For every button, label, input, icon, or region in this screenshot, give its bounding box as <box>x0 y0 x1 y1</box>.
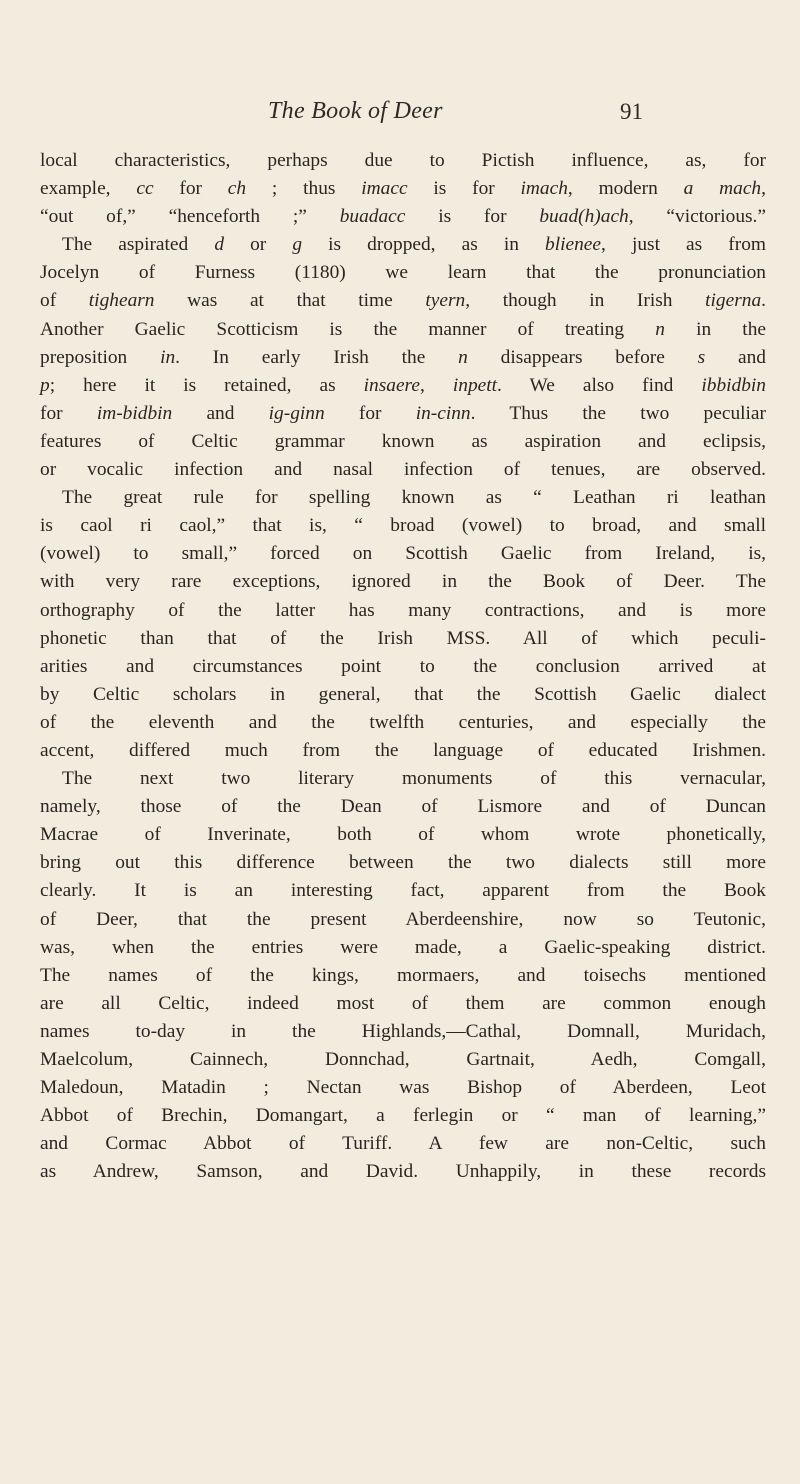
italic-term: imach <box>520 178 568 200</box>
text-line <box>40 400 766 428</box>
body-text <box>40 147 766 1186</box>
text-line <box>40 962 766 990</box>
text-line <box>40 316 766 344</box>
text-run: , just as from <box>601 234 766 256</box>
text-run: Abbot of Brechin, Domangart, a ferlegin or “ man of learning,” <box>40 1105 766 1127</box>
text-line <box>40 821 766 849</box>
text-run: is for <box>405 206 540 228</box>
text-run: The names of the kings, mormaers, and toisechs mentioned <box>40 964 766 986</box>
text-line <box>40 849 766 877</box>
text-line <box>40 1018 766 1046</box>
text-run: was at that time <box>154 290 426 312</box>
text-line <box>40 344 766 372</box>
text-run: The aspirated <box>62 234 215 256</box>
italic-term: p <box>40 374 50 396</box>
text-line <box>40 175 766 203</box>
italic-term: tigerna <box>705 290 762 312</box>
text-run: . Thus the two peculiar <box>470 402 766 424</box>
text-run: phonetic than that of the Irish MSS. All of which peculi- <box>40 627 766 649</box>
text-run: example, <box>40 178 137 200</box>
text-line <box>40 568 766 596</box>
text-run: , though in Irish <box>465 290 706 312</box>
text-run: , “victorious.” <box>628 206 767 228</box>
text-run: or <box>224 234 293 256</box>
italic-term: inpett <box>452 374 498 396</box>
text-run: Maledoun, Matadin ; Nectan was Bishop of Aberdeen, Leot <box>40 1077 766 1099</box>
text-run: , <box>420 374 453 396</box>
italic-term: in-cinn <box>415 402 471 424</box>
text-run: are all Celtic, indeed most of them are common enough <box>40 992 766 1014</box>
italic-term: tyern <box>425 290 466 312</box>
running-head <box>0 98 800 134</box>
text-run: . In early Irish the <box>175 346 459 368</box>
text-line <box>40 1102 766 1130</box>
text-run: in the <box>664 318 766 340</box>
italic-term: tighearn <box>88 290 155 312</box>
text-line <box>40 428 766 456</box>
italic-term: n <box>458 346 468 368</box>
text-line <box>40 877 766 905</box>
text-run: preposition <box>40 346 161 368</box>
text-run: clearly. It is an interesting fact, apparent from the Book <box>40 880 766 902</box>
text-line <box>40 372 766 400</box>
text-run: and <box>172 402 269 424</box>
italic-term: blienee <box>545 234 602 256</box>
text-run: Maelcolum, Cainnech, Donnchad, Gartnait, Aedh, Comgall, <box>40 1049 766 1070</box>
text-run: and <box>705 346 766 368</box>
text-run: orthography of the latter has many contractions, and is more <box>40 599 766 621</box>
text-line <box>40 681 766 709</box>
text-run: for <box>153 178 228 200</box>
text-line <box>40 456 766 484</box>
text-line <box>40 1158 766 1186</box>
text-line <box>40 1074 766 1102</box>
text-run: arities and circumstances point to the conclusion arrived at <box>40 655 766 677</box>
text-run: Another Gaelic Scotticism is the manner of treating <box>40 318 656 340</box>
text-line <box>40 259 766 287</box>
text-line <box>40 203 766 231</box>
text-run: with very rare exceptions, ignored in the Book of Deer. The <box>40 571 766 593</box>
text-run: Macrae of Inverinate, both of whom wrote phonetically, <box>40 824 766 846</box>
text-line <box>40 625 766 653</box>
text-run: is dropped, as in <box>302 234 546 256</box>
text-line <box>40 1046 766 1074</box>
text-run: ; here it is retained, as <box>49 374 364 396</box>
text-run: or vocalic infection and nasal infection of tenues, are observed. <box>40 459 766 481</box>
text-run: of <box>40 290 89 312</box>
italic-term: ibbidbin <box>701 374 766 396</box>
text-run: and Cormac Abbot of Turiff. A few are non-Celtic, such <box>40 1133 766 1155</box>
text-line <box>40 793 766 821</box>
text-run: “out of,” “henceforth ;” <box>40 206 340 228</box>
text-line <box>40 737 766 765</box>
text-run: is for <box>407 178 521 200</box>
italic-term: in <box>160 346 176 368</box>
text-line <box>40 287 766 315</box>
text-line <box>40 512 766 540</box>
text-line <box>40 653 766 681</box>
text-run: is caol ri caol,” that is, “ broad (vowel) to broad, and small <box>40 515 766 537</box>
text-line <box>40 597 766 625</box>
running-title: The Book of Deer <box>268 98 443 124</box>
italic-term: ig-ginn <box>268 402 325 424</box>
text-run: for <box>324 402 416 424</box>
text-line <box>40 990 766 1018</box>
text-line <box>40 147 766 175</box>
page-number: 91 <box>620 99 643 124</box>
italic-term: imacc <box>361 178 408 200</box>
italic-term: d <box>214 234 225 256</box>
text-run: Jocelyn of Furness (1180) we learn that the pronunciation <box>40 262 766 284</box>
italic-term: ch <box>227 178 247 200</box>
text-run: bring out this difference between the two dialects still more <box>40 852 766 874</box>
italic-term: a mach <box>683 178 762 200</box>
text-line <box>40 765 766 793</box>
italic-term: im-bidbin <box>96 402 173 424</box>
text-run: for <box>40 402 97 424</box>
text-run: local characteristics, perhaps due to Pictish influence, as, for <box>40 150 766 171</box>
text-run: (vowel) to small,” forced on Scottish Gaelic from Ireland, is, <box>40 543 766 565</box>
italic-term: n <box>655 318 665 340</box>
italic-term: buadacc <box>339 206 406 228</box>
text-line <box>40 709 766 737</box>
italic-term: buad(h)ach <box>539 206 629 228</box>
text-run: . <box>761 290 766 312</box>
text-line <box>40 540 766 568</box>
italic-term: cc <box>136 178 154 200</box>
text-run: names to-day in the Highlands,—Cathal, Domnall, Muridach, <box>40 1020 766 1042</box>
text-run: . We also find <box>497 374 702 396</box>
italic-term: g <box>292 234 303 256</box>
text-run: disappears before <box>467 346 698 368</box>
text-run: features of Celtic grammar known as aspiration and eclipsis, <box>40 430 766 452</box>
text-run: of Deer, that the present Aberdeenshire, now so Teutonic, <box>40 908 766 930</box>
text-run: ; thus <box>246 178 362 200</box>
italic-term: s <box>697 346 706 368</box>
text-run: of the eleventh and the twelfth centuries, and especially the <box>40 711 766 733</box>
text-run: The next two literary monuments of this vernacular, <box>62 768 766 790</box>
text-run: as Andrew, Samson, and David. Unhappily, in these records <box>40 1161 766 1183</box>
text-run: accent, differed much from the language of educated Irishmen. <box>40 739 766 761</box>
text-run: namely, those of the Dean of Lismore and of Duncan <box>40 796 766 818</box>
italic-term: insaere <box>363 374 420 396</box>
text-line <box>40 906 766 934</box>
text-line <box>40 1130 766 1158</box>
text-run: by Celtic scholars in general, that the Scottish Gaelic dialect <box>40 683 766 705</box>
text-line <box>40 484 766 512</box>
text-run: was, when the entries were made, a Gaelic-speaking district. <box>40 936 766 958</box>
text-run: , modern <box>567 178 684 200</box>
text-run: , <box>761 178 766 200</box>
text-run: The great rule for spelling known as “ Leathan ri leathan <box>62 487 766 509</box>
text-line <box>40 934 766 962</box>
text-line <box>40 231 766 259</box>
